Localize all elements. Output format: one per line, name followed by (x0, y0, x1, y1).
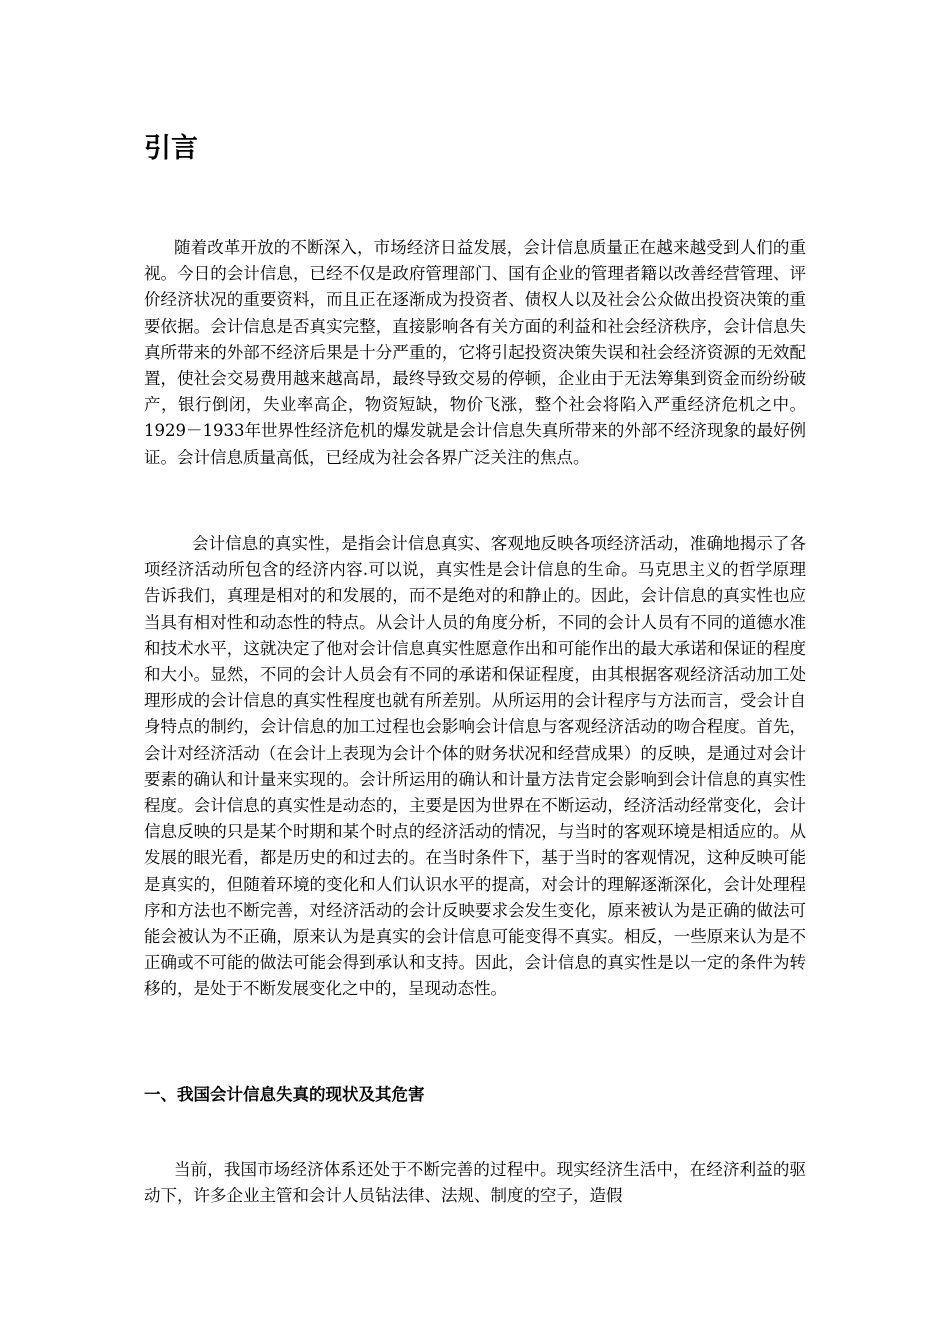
section-heading: 一、我国会计信息失真的现状及其危害 (144, 1085, 425, 1104)
intro-paragraph-2: 会计信息的真实性，是指会计信息真实、客观地反映各项经济活动，准确地揭示了各项经济活动所包含的经济内容.可以说，真实性是会计信息的生命。马克思主义的哲学原理告诉我们，真理是相对的和发展的，而不是绝对的和静止的。因此，会计信息的真实性也应当具有相对性和动态性的特点。从会计人员的角度分析，不同的会计人员有不同的道德水准和技术水平，这就决定了他对会计信息真实性愿意作出和可能作出的最大承诺和保证的程度和大小。显然，不同的会计人员会有不同的承诺和保证程度，由其根据客观经济活动加工处理形成的会计信息的真实性程度也就有所差别。从所运用的会计程序与方法而言，受会计自身特点的制约，会计信息的加工过程也会影响会计信息与客观经济活动的吻合程度。首先，会计对经济活动（在会计上表现为会计个体的财务状况和经营成果）的反映，是通过对会计要素的确认和计量来实现的。会计所运用的确认和计量方法肯定会影响到会计信息的真实性程度。会计信息的真实性是动态的，主要是因为世界在不断运动，经济活动经常变化，会计信息反映的只是某个时期和某个时点的经济活动的情况，与当时的客观环境是相适应的。从发展的眼光看，都是历史的和过去的。在当时条件下，基于当时的客观情况，这种反映可能是真实的，但随着环境的变化和人们认识水平的提高，对会计的理解逐渐深化，会计处理程序和方法也不断完善，对经济活动的会计反映要求会发生变化，原来被认为是正确的做法可能会被认为不正确，原来认为是真实的会计信息可能变得不真实。相反，一些原来认为是不正确或不可能的做法可能会得到承认和支持。因此，会计信息的真实性是以一定的条件为转移的，是处于不断发展变化之中的，呈现动态性。 (144, 534, 806, 999)
document-title: 引言 (144, 133, 198, 164)
intro-paragraph-1: 随着改革开放的不断深入，市场经济日益发展，会计信息质量正在越来越受到人们的重视。今日的会计信息，已经不仅是政府管理部门、国有企业的管理者籍以改善经营管理、评价经济状况的重要资料，而且正在逐渐成为投资者、债权人以及社会公众做出投资决策的重要依据。会计信息是否真实完整，直接影响各有关方面的利益和社会经济秩序，会计信息失真所带来的外部不经济后果是十分严重的，它将引起投资决策失误和社会经济资源的无效配置，使社会交易费用越来越高昂，最终导致交易的停顿，企业由于无法筹集到资金而纷纷破产，银行倒闭，失业率高企，物资短缺，物价飞涨，整个社会将陷入严重经济危机之中。1929－1933年世界性经济危机的爆发就是会计信息失真所带来的外部不经济现象的最好例证。会计信息质量高低，已经成为社会各界广泛关注的焦点。 (144, 238, 806, 467)
section-paragraph-1: 当前，我国市场经济体系还处于不断完善的过程中。现实经济生活中，在经济利益的驱动下，许多企业主管和会计人员钻法律、法规、制度的空子，造假 (144, 1160, 806, 1206)
